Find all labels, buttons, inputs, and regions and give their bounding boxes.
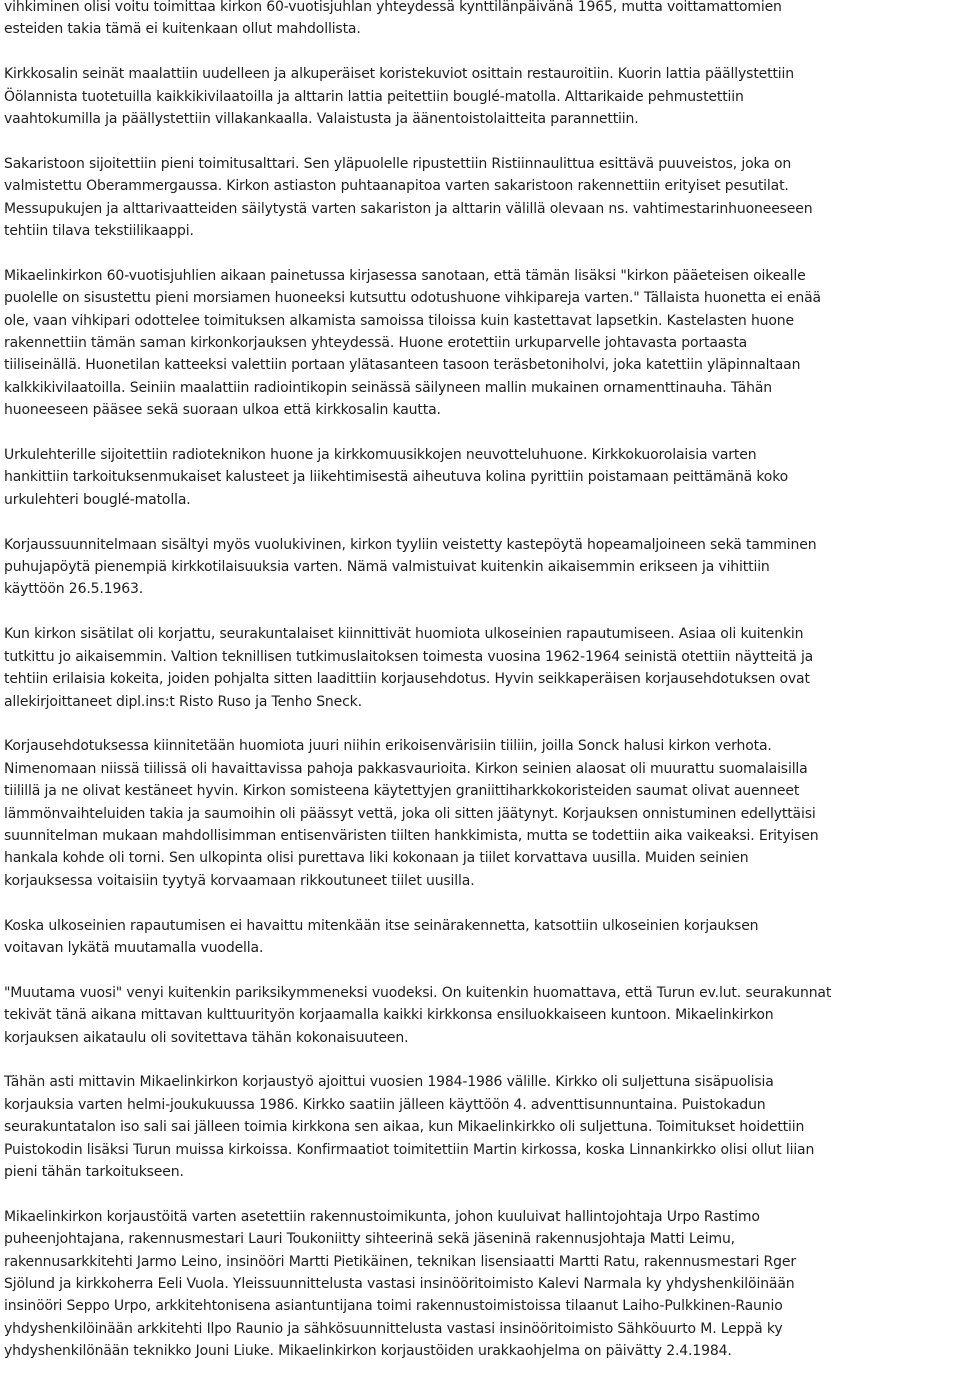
text-line: Nimenomaan niissä tiilissä oli havaittavissa pahoja pakkasvaurioita. Kirkon seinien alaosat oli muurattu suomalaisilla [4,760,808,777]
text-line: valmistettu Oberammergaussa. Kirkon astiaston puhtaanapitoa varten sakaristoon rakennettiin erityiset pesutilat. [4,178,789,195]
text-line: rakennusarkkitehti Jarmo Leino, insinööri Martti Pietikäinen, teknikan lisensiaatti Martti Ratu, rakennusmestari Rger [4,1253,796,1270]
paragraph [4,915,956,960]
text-line: Messupukujen ja alttarivaatteiden säilytystä varten sakariston ja alttarin välillä olevaan ns. vahtimestarinhuoneeseen [4,200,813,217]
document-body [4,0,956,1363]
text-line: Kun kirkon sisätilat oli korjattu, seurakuntalaiset kiinnittivät huomiota ulkoseinien rapautumiseen. Asiaa oli kuitenkin [4,626,804,643]
text-line: Kirkkosalin seinät maalattiin uudelleen ja alkuperäiset koristekuviot osittain restauroitiin. Kuorin lattia päällystettiin [4,66,795,83]
text-line: Puistokodin lisäksi Turun muissa kirkoissa. Konfirmaatiot toimitettiin Martin kirkossa, koska Linnankirkko olisi ollut liian [4,1141,815,1158]
paragraph [4,63,956,130]
paragraph [4,444,956,511]
text-line: esteiden takia tämä ei kuitenkaan ollut mahdollista. [4,21,361,38]
text-line: hankittiin tarkoituksenmukaiset kalusteet ja liikehtimisestä aiheutuva kolina pyrittiin poistamaan peittämänä koko [4,469,789,486]
text-line: korjauksen aikataulu oli sovitettava tähän kokonaisuuteen. [4,1029,409,1046]
text-line: insinööri Seppo Urpo, arkkitehtonisena asiantuntijana toimi rakennustoimistoissa tilaanut Laiho-Pulkkinen-Raunio [4,1298,783,1315]
text-line: Öölannista tuotetuilla kaikkikivilaatoilla ja alttarin lattia peitettiin bouglé-matolla. Alttarikaide pehmustettiin [4,88,744,105]
paragraph [4,265,956,422]
text-line: käyttöön 26.5.1963. [4,581,144,598]
text-line: urkulehteri bouglé-matolla. [4,491,191,508]
text-line: rakennettiin tämän saman kirkonkorjauksen yhteydessä. Huone erotettiin urkuparvelle johtavasta portaasta [4,335,748,352]
text-line: yhdyshenkilöinään arkkitehti Ilpo Raunio ja sähkösuunnittelusta vastasi insinööritoimisto Sähköuurto M. Leppä ky [4,1320,783,1337]
text-line: Sakaristoon sijoitettiin pieni toimitusalttari. Sen yläpuolelle ripustettiin Ristiinnaulittua esittävä puuveistos, joka on [4,155,792,172]
text-line: korjauksia varten helmi-joukukuussa 1986. Kirkko saatiin jälleen käyttöön 4. adventtisunnuntaina. Puistokadun [4,1096,766,1113]
paragraph [4,1071,956,1183]
text-line: korjauksessa voitaisiin tyytyä korvaamaan rikkoutuneet tiilet uusilla. [4,872,475,889]
text-line: tehtiin erilaisia kokeita, joiden pohjalta sitten laadittiin korjausehdotus. Hyvin seikkaperäisen korjausehdotuksen ovat [4,671,810,688]
paragraph [4,534,956,601]
text-line: vihkiminen olisi voitu toimittaa kirkon 60-vuotisjuhlan yhteydessä kynttilänpäivänä 1965, mutta voittamattomien [4,0,782,15]
text-line: tehtiin tilava tekstiilikaappi. [4,223,194,240]
text-line: Sjölund ja kirkkoherra Eeli Vuola. Yleissuunnittelusta vastasi insinööritoimisto Kalevi Narmala ky yhdyshenkilöinään [4,1275,795,1292]
text-line: puhujapöytä pienempiä kirkkotilaisuuksia varten. Nämä valmistuivat kuitenkin aikaisemmin erikseen ja vihittiin [4,559,770,576]
text-line: tutkittu jo aikaisemmin. Valtion teknillisen tutkimuslaitoksen toimesta vuosina 1962-1964 seinistä otettiin näytteitä ja [4,648,814,665]
text-line: "Muutama vuosi" venyi kuitenkin pariksikymmeneksi vuodeksi. On kuitenkin huomattava, että Turun ev.lut. seurakunnat [4,984,832,1001]
text-line: allekirjoittaneet dipl.ins:t Risto Ruso ja Tenho Sneck. [4,693,362,710]
text-line: Korjausehdotuksessa kiinnitetään huomiota juuri niihin erikoisenvärisiin tiiliin, joilla Sonck halusi kirkon verhota. [4,738,772,755]
text-line: seurakuntatalon iso sali sai jälleen toimia kirkkona sen aikaa, kun Mikaelinkirkko oli suljettuna. Toimitukset hoidettiin [4,1119,805,1136]
text-line: hankala kohde oli torni. Sen ulkopinta olisi purettava liki kokonaan ja tiilet korvattava uusilla. Muiden seinien [4,850,749,867]
text-line: Mikaelinkirkon 60-vuotisjuhlien aikaan painetussa kirjasessa sanotaan, että tämän lisäksi "kirkon pääeteisen oikealle [4,267,806,284]
text-line: vaahtokumilla ja päällystettiin villakankaalla. Valaistusta ja äänentoistolaitteita parannettiin. [4,111,639,128]
paragraph [4,0,956,41]
paragraph [4,1206,956,1363]
text-line: pieni tähän tarkoitukseen. [4,1163,184,1180]
text-line: ole, vaan vihkipari odottelee toimituksen alkamista samoissa tiloissa kuin kastettavat lapsetkin. Kastelasten huone [4,312,794,329]
text-line: yhdyshenkilönään teknikko Jouni Liuke. Mikaelinkirkon korjaustöiden urakkaohjelma on päivätty 2.4.1984. [4,1343,732,1360]
text-line: Mikaelinkirkon korjaustöitä varten asetettiin rakennustoimikunta, johon kuuluivat hallintojohtaja Urpo Rastimo [4,1208,760,1225]
text-line: Korjaussuunnitelmaan sisältyi myös vuolukivinen, kirkon tyyliin veistetty kastepöytä hopeamaljoineen sekä tamminen [4,536,817,553]
paragraph [4,735,956,892]
text-line: lämmönvaihteluiden takia ja saumoihin oli päässyt vettä, joka oli sitten jäätynyt. Korjauksen onnistuminen edellyttäisi [4,805,816,822]
text-line: tekivät tänä aikana mittavan kulttuurityön korjaamalla kaikki kirkkonsa ensiluokkaiseen kuntoon. Mikaelinkirkon [4,1007,774,1024]
text-line: Urkulehterille sijoitettiin radioteknikon huone ja kirkkomuusikkojen neuvotteluhuone. Kirkkokuorolaisia varten [4,447,757,464]
paragraph [4,982,956,1049]
text-line: voitavan lykätä muutamalla vuodella. [4,939,264,956]
text-line: tiiliseinällä. Huonetilan katteeksi valettiin portaan ylätasanteen tasoon teräsbetoniholvi, joka katettiin yläpinnaltaan [4,357,801,374]
text-line: kalkkikivilaatoilla. Seiniin maalattiin radiointikopin seinässä säilyneen mallin mukainen ornamenttinauha. Tähän [4,379,772,396]
text-line: Tähän asti mittavin Mikaelinkirkon korjaustyö ajoittui vuosien 1984-1986 välille. Kirkko oli suljettuna sisäpuolisia [4,1074,774,1091]
text-line: puheenjohtajana, rakennusmestari Lauri Toukoniitty sihteerinä sekä jäseninä rakennusjohtaja Matti Leimu, [4,1231,735,1248]
text-line: tiilillä ja ne olivat kestäneet hyvin. Kirkon somisteena käytettyjen graniittiharkkokoristeiden saumat olivat auenneet [4,783,800,800]
text-line: puolelle on sisustettu pieni morsiamen huoneeksi kutsuttu odotushuone vihkipareja varten." Tällaista huonetta ei enää [4,290,821,307]
text-line: suunnitelman mukaan mahdollisimman entisenväristen tiilten hankkimista, mutta se todettiin aika vaikeaksi. Erityisen [4,827,819,844]
paragraph [4,623,956,713]
paragraph [4,153,956,243]
text-line: Koska ulkoseinien rapautumisen ei havaittu mitenkään itse seinärakennetta, katsottiin ulkoseinien korjauksen [4,917,759,934]
text-line: huoneeseen pääsee sekä suoraan ulkoa että kirkkosalin kautta. [4,402,441,419]
